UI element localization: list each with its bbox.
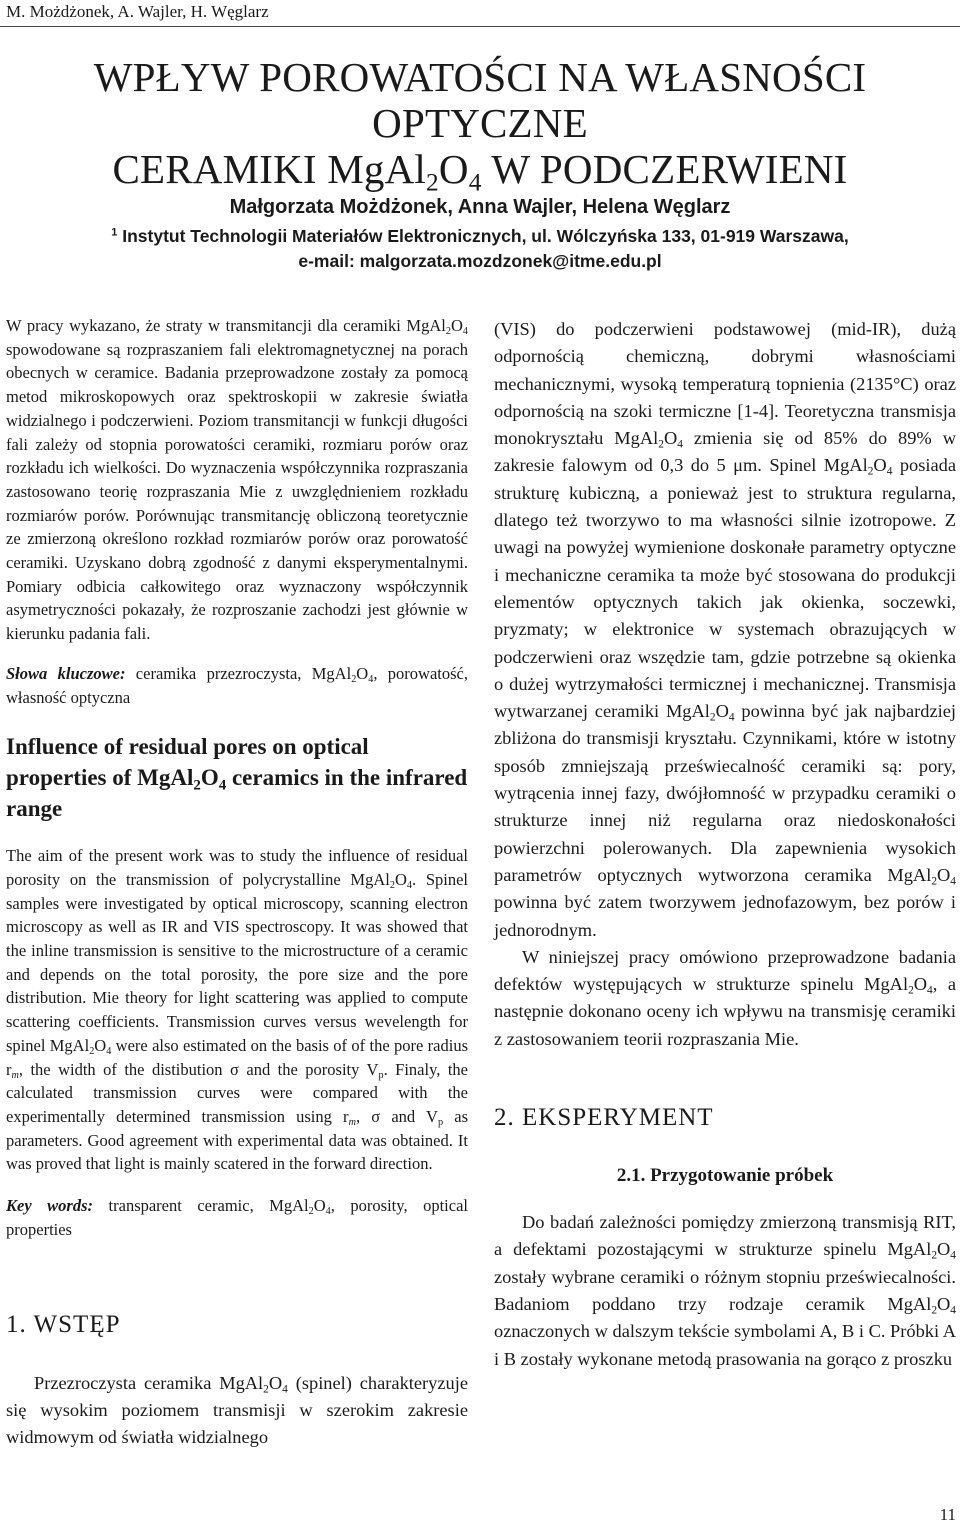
affiliation-email: e-mail: malgorzata.mozdzonek@itme.edu.pl [298, 251, 662, 271]
keywords-en-label: Key words: [6, 1196, 94, 1216]
intro-continuation-paragraph: (VIS) do podczerwieni podstawowej (mid-IR), dużą odpornością chemiczną, dobrymi własnościami mechanicznymi, wysoką temperaturą topnienia (2135°C) oraz odpornością na szoki termiczne [1-4]. Teoretyczna transmisja monokryształu $MgAl_2O_4$ zmienia się od 85% do 89% w zakresie falowym od 0,3 do 5 μm. Spinel $MgAl_2O_4$ posiada strukturę kubiczną, a ponieważ jest to struktura regularna, dlatego też tworzywo to ma własności silnie izotropowe. Z uwagi na powyżej wymienione doskonałe parametry optyczne i mechaniczne ceramika ta może być stosowana do produkcji elementów optycznych takich jak okienka, soczewki, pryzmaty; w elektronice w systemach obrazujących w podczerwieni oraz wszędzie tam, gdzie potrzebne są okienka o dużej wytrzymałości termicznej i mechanicznej. Transmisja wytwarzanej ceramiki $MgAl_2O_4$ powinna być jak najbardziej zbliżona do transmisji kryształu. Czynnikami, które w istotny sposób zmniejszają przeświecalność ceramiki są: pory, wytrącenia innej fazy, dwójłomność w przypadku ceramiki o strukturze innej niż regularna oraz niedoskonałości powierzchni polerowanych. Dla zapewnienia wysokich parametrów optycznych wytworzona ceramika $MgAl_2O_4$ powinna być zatem tworzywem jednofazowym, bez porów i jednorodnym. [494, 319, 956, 940]
abstract-en: The aim of the present work was to study the influence of residual porosity on the transmission of polycrystalline $MgAl_2O_4$. Spinel samples were investigated by optical microscopy, scanning electron microscopy as well as IR and VIS spectroscopy. It was showed that the inline transmission is sensitive to the microstructure of a ceramic and depends on the total porosity, the pore size and the pore distribution. Mie theory for light scattering was applied to compute scattering coefficients. Transmission curves versus wevelength for spinel $MgAl_2O_4$ were also estimated on the basis of of the pore radius $r_m$, the width of the distibution σ and the porosity $V_p$. Finaly, the calculated transmission curves were compared with the experimentally determined transmission using $r_m$, σ and $V_p$ as parameters. Good agreement with experimental data was obtained. It was proved that light is mainly scatered in the forward direction. [6, 846, 469, 1174]
keywords-pl: Słowa kluczowe: ceramika przezroczysta, $MgAl_2O_4$, porowatość, własność optyczna [6, 663, 468, 707]
affiliation-line-1: $^1$ Instytut Technologii Materiałów Elektronicznych, ul. Wólczyńska 133, 01-919 Warszawa, [111, 226, 849, 246]
running-head: M. Możdżonek, A. Wajler, H. Węglarz [6, 2, 269, 21]
section-1-heading: 1. WSTĘP [6, 1310, 121, 1338]
english-title: Influence of residual pores on optical properties of $MgAl_2O_4$ ceramics in the infrared range [6, 734, 468, 822]
section-2-heading: 2. EKSPERYMENT [494, 1104, 714, 1132]
affiliation [0, 224, 960, 274]
intro-aim-paragraph: W niniejszej pracy omówiono przeprowadzone badania defektów występujących w strukturze spinelu $MgAl_2O_4$, a następnie dokonano oceny ich wpływu na transmisję ceramiki z zastosowaniem teorii rozpraszania Mie. [494, 946, 957, 1049]
abstract-pl: W pracy wykazano, że straty w transmitancji dla ceramiki $MgAl_2O_4$ spowodowane są rozpraszaniem fali elektromagnetycznej na porach obecnych w ceramice. Badania przeprowadzone zostały za pomocą metod mikroskopowych oraz spektroskopii w zakresie światła widzialnego i podczerwieni. Poziom transmitancji w funkcji długości fali zależy od stopnia porowatości ceramiki, rozmiaru porów oraz rozkładu ich wielkości. Do wyznaczenia współczynnika rozpraszania zastosowano teorię rozpraszania Mie z uwzględnieniem rozkładu rozmiarów porów. Porównując transmitancję obliczoną teoretycznie ze zmierzoną określono rozkład rozmiarów porów oraz porowatość ceramiki. Uzyskano dobrą zgodność z danymi eksperymentalnymi. Pomiary odbicia całkowitego oraz wyznaczony współczynnik asymetryczności pokazały, że rozproszanie zachodzi jest głównie w kierunku padania fali. [6, 316, 468, 644]
title-line-1: WPŁYW POROWATOŚCI NA WŁASNOŚCI OPTYCZNE [93, 54, 867, 146]
right-column [494, 316, 956, 1373]
keywords-pl-label: Słowa kluczowe: [6, 663, 126, 683]
subsection-2-1-paragraph: Do badań zależności pomiędzy zmierzoną transmisją RIT, a defektami pozostającymi w strukturze spinelu $MgAl_2O_4$ zostały wybrane ceramiki o różnym stopniu przeświecalności. Badaniom poddano trzy rodzaje ceramik $MgAl_2O_4$ oznaczonych w dalszym tekście symbolami A, B i C. Próbki A i B zostały wykonane metodą prasowania na gorąco z proszku [494, 1212, 956, 1369]
author-block [0, 194, 960, 274]
header-rule [0, 26, 960, 27]
keywords-en: Key words: transparent ceramic, $MgAl_2O_4$, porosity, optical properties [6, 1196, 468, 1239]
title-line-2: CERAMIKI $MgAl_2O_4$ W PODCZERWIENI [112, 146, 848, 197]
authors: Małgorzata Możdżonek, Anna Wajler, Helena Węglarz [229, 196, 731, 218]
section-1-paragraph: Przezroczysta ceramika $MgAl_2O_4$ (spinel) charakteryzuje się wysokim poziomem transmisji w szerokim zakresie widmowym od światła widzialnego [6, 1372, 468, 1448]
paper-title [0, 54, 960, 197]
page-number: 11 [939, 1505, 956, 1524]
left-column [6, 314, 468, 1451]
subsection-2-1-heading: 2.1. Przygotowanie próbek [616, 1165, 834, 1187]
